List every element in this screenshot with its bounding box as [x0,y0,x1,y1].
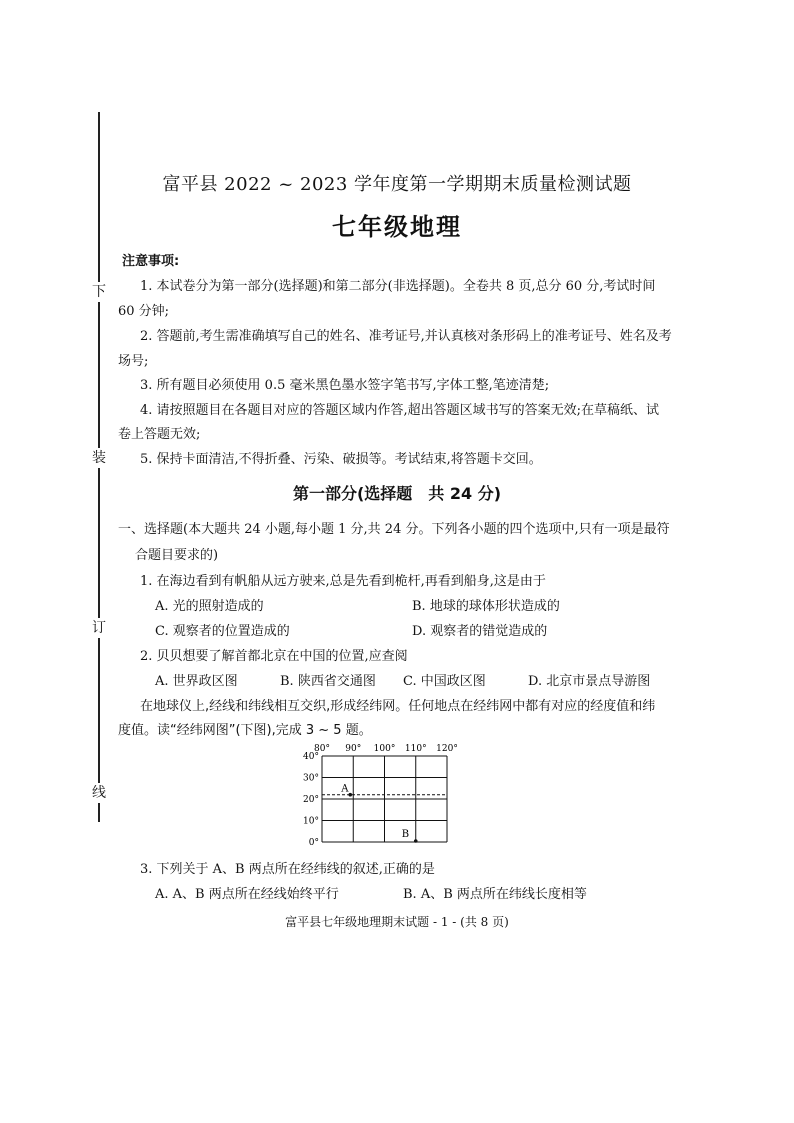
notice-line: 60 分钟; [118,304,170,319]
q2-option-b: B. 陕西省交通图 [280,674,376,689]
q3-option-a: A. A、B 两点所在经线始终平行 [155,887,339,902]
q3-5-intro-cont: 度值。读“经纬网图”(下图),完成 3 ~ 5 题。 [118,723,372,738]
exam-title: 富平县 2022 ~ 2023 学年度第一学期期末质量检测试题 [162,174,632,195]
notice-line: 卷上答题无效; [118,427,201,442]
lon-tick-label: 90° [345,744,362,754]
q3-option-b: B. A、B 两点所在纬线长度相等 [403,887,587,902]
point-b-marker [414,839,418,843]
point-a-marker [348,793,352,797]
q2-stem: 2. 贝贝想要了解首都北京在中国的位置,应查阅 [140,649,408,664]
lon-tick-label: 80° [314,744,330,754]
lat-tick-label: 20° [303,795,319,805]
lat-tick-label: 40° [303,752,319,762]
part1-heading: 第一部分(选择题 共 24 分) [292,484,502,503]
notice-line: 5. 保持卡面清洁,不得折叠、污染、破损等。考试结束,将答题卡交回。 [140,452,542,467]
lat-tick-label: 0° [308,838,319,848]
exam-subject: 七年级地理 [332,213,462,241]
part1-instruction-cont: 合题目要求的) [135,548,219,563]
lon-tick-label: 100° [373,744,396,754]
map-lat-labels [303,752,319,848]
lon-tick-label: 120° [436,744,458,754]
map-grid [322,756,447,842]
q2-option-d: D. 北京市景点导游图 [528,674,651,689]
notice-line: 场号; [118,354,149,369]
binding-char-zhuang: 装 [92,450,106,466]
q1-stem: 1. 在海边看到有帆船从远方驶来,总是先看到桅杆,再看到船身,这是由于 [140,574,546,589]
notice-line: 3. 所有题目必须使用 0.5 毫米黑色墨水签字笔书写,字体工整,笔迹清楚; [140,378,550,393]
point-a-label: A [341,783,349,795]
q3-stem: 3. 下列关于 A、B 两点所在经纬线的叙述,正确的是 [140,862,435,877]
q2-option-c: C. 中国政区图 [403,674,486,689]
q3-5-intro: 在地球仪上,经线和纬线相互交织,形成经纬网。任何地点在经纬网中都有对应的经度值和纬 [140,699,656,714]
notice-heading: 注意事项: [122,254,180,269]
map-lon-labels [314,744,458,754]
q1-option-a: A. 光的照射造成的 [155,599,264,614]
part1-instruction: 一、选择题(本大题共 24 小题,每小题 1 分,共 24 分。下列各小题的四个选项中,只有一项是最符 [118,522,670,537]
notice-line: 1. 本试卷分为第一部分(选择题)和第二部分(非选择题)。全卷共 8 页,总分 60 分,考试时间 [140,279,656,294]
notice-line: 2. 答题前,考生需准确填写自己的姓名、准考证号,并认真核对条形码上的准考证号、姓名及考 [140,329,672,344]
lat-tick-label: 30° [303,773,319,784]
q1-option-d: D. 观察者的错觉造成的 [412,624,548,639]
binding-char-xian: 线 [92,785,106,801]
graticule-map [290,738,460,850]
point-b-label: B [401,829,410,840]
q1-option-c: C. 观察者的位置造成的 [155,624,290,639]
notice-line: 4. 请按照题目在各题目对应的答题区域内作答,超出答题区域书写的答案无效;在草稿纸、试 [140,403,660,418]
binding-char-ding: 订 [92,620,106,636]
lat-tick-label: 10° [303,816,319,827]
page-footer: 富平县七年级地理期末试题 - 1 - (共 8 页) [285,915,509,929]
binding-char-xia: 下 [92,284,106,300]
lon-tick-label: 110° [404,744,427,754]
q1-option-b: B. 地球的球体形状造成的 [412,599,560,614]
q2-option-a: A. 世界政区图 [155,674,238,689]
